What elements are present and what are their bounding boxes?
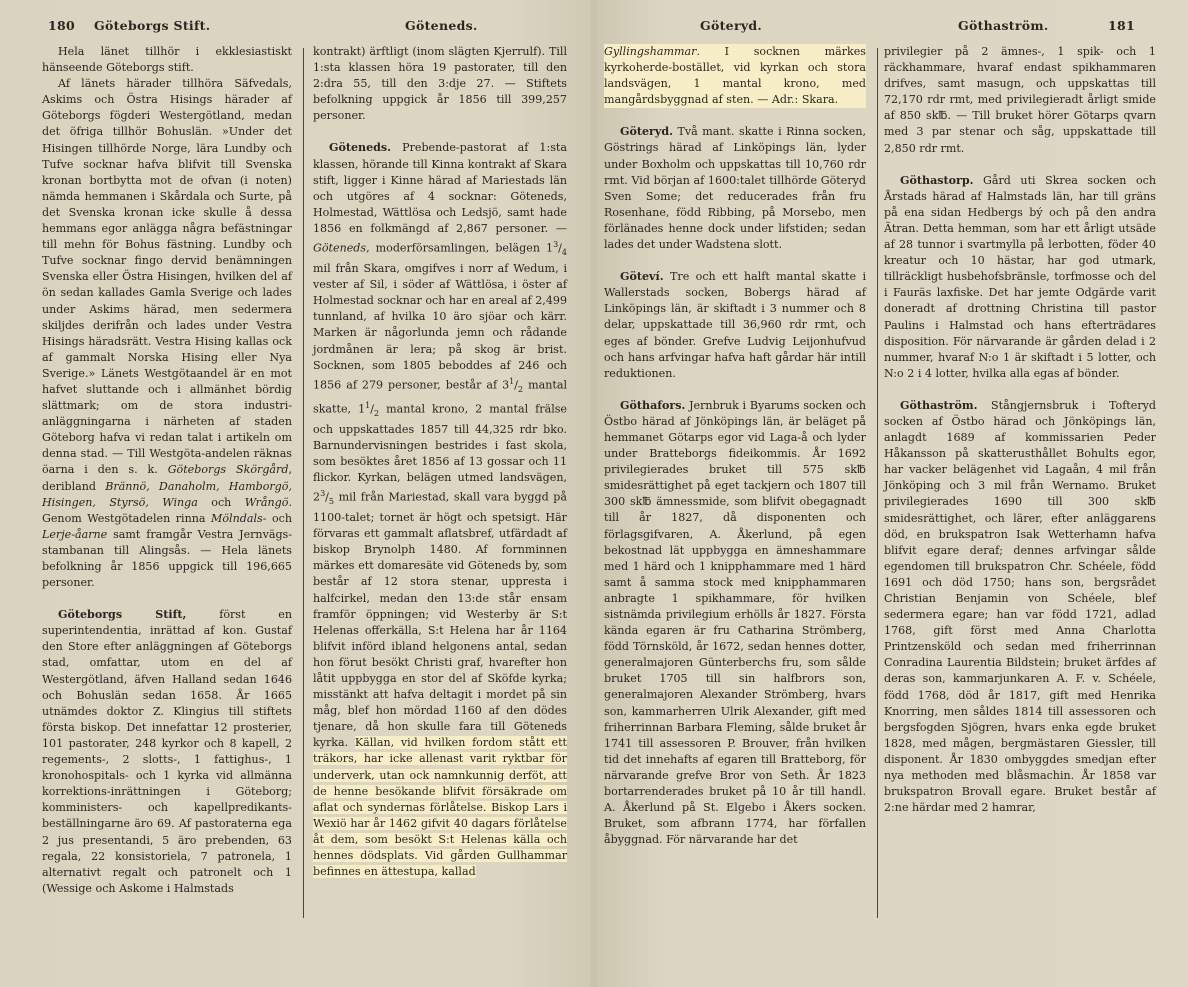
right-page-column-1	[604, 44, 866, 848]
column-rule-right-page	[877, 48, 878, 918]
entry-gothafors: Göthafors. Jernbruk i Byarums socken och Östbo härad af Jönköpings län, är beläget på hemmanet Götarps egor vid Laga-å och lyder under Bratteborgs fideikommis. År 1692 privilegierades bruket till 575 sk℔ smidesrättighet på eget tackjern och 1807 till 300 sk℔ ämnessmide, som blifvit obegagnadt till år 1827, då disponenten och förlagsgifvaren, A. Åkerlund, på egen bekostnad lät uppbygga en ämneshammare med 1 härd och 1 knipphammare med 1 härd samt å samma stock med knipphammaren anbragte 1 spikhammare, för hvilken sistnämda privilegium erhölls år 1827. Första kända egaren är fru Catharina Strömberg, född Törnsköld, år 1672, sedan hennes dotter, generalmajoren Günterberchs fru, som sålde bruket 1705 till sin halfbrors son, generalmajoren Alexander Strömberg, hvars son, kammarherren Ulrik Alexander, gift med friherrinnan Barbara Fleming, sålde bruket år 1741 till assessoren P. Brouver, från hvilken tid det innehafts af egaren till Bratteborg, för närvarande grefve Bror von Seth. År 1823 bortarrenderades bruket på 10 år till handl. A. Åkerlund på St. Elgebo i Åkers socken. Bruket, som afbrann 1774, har förfallen åbyggnad. För närvarande har det	[604, 398, 866, 847]
page-number-right: 181	[1108, 18, 1135, 33]
entry-goteneds: Göteneds. Prebende-pastorat af 1:sta klassen, hörande till Kinna kontrakt af Skara stift, ligger i Kinne härad af Mariestads län och utgöres af 4 socknar: Göteneds, Holmestad, Wättlösa och Ledsjö, samt hade 1856 en folkmängd af 2,867 personer. — Göteneds, moderförsamlingen, belägen $1^3/_4$ mil från Skara, omgifves i norr af Wedum, i vester af Sil, i söder af Wättlösa, i öster af Holmestad socknar och har en areal af 2,499 tunnland, af hvilka 10 äro sjöar och kärr. Marken är någorlunda jemn och rådande jordmånen är lera; på skog är brist. Socknen, som 1805 beboddes af 246 och 1856 af 279 personer, består af $3^1/_2$ mantal skatte, $1^1/_2$ mantal krono, 2 mantal frälse och uppskattades 1857 till 44,325 rdr bko. Barnundervisningen bestrides i fast skola, som besöktes året 1856 af 13 gossar och 11 flickor. Kyrkan, belägen utmed landsvägen, $2^3/_5$ mil från Mariestad, skall vara byggd på 1100-talet; tornet är högt och spetsigt. Här förvaras ett gammalt aflatsbref, utfärdadt af biskop Brynolph 1480. Af fornminnen märkes ett domaresäte vid Göteneds by, som består af 12 stora stenar, uppresta i halfcirkel, medan den 13:de står ensam framför öppningen; vid Westerby är S:t Helenas offerkälla, S:t Helena har år 1164 blifvit införd ibland helgonens antal, sedan hon förut besökt Christi graf, hvarefter hon låtit uppbygga en stor del af Sköfde kyrka; misstänkt att hafva deltagit i mordet på sin måg, blef hon mördad 1160 af den dödes tjenare, då hon skulle fara till Göteneds kyrka. Källan, vid hvilken fordom stått ett träkors, har icke allenast varit ryktbar för underverk, utan ock namnkunnig derföt, att de henne besökande blifvit försäkrade om aflat och syndernas förlåtelse. Biskop Lars i Wexiö har år 1462 gifvit 40 dagars förlåtelse åt dem, som besökt S:t Helenas källa och hennes dödsplats. Vid gården Gullhammar befinnes en ättestupa, kallad	[313, 141, 568, 879]
paragraph: Hela länet tillhör i ekklesiastiskt hänseende Göteborgs stift.	[42, 45, 292, 75]
paragraph: privilegier på 2 ämnes-, 1 spik- och 1 räckhammare, hvaraf endast spikhammaren drifves, samt masugn, och uppskattas till 72,170 rdr rmt, med privilegieradt årligt smide af 850 sk℔. — Till bruket hörer Götarps qvarn med 3 par stenar och såg, uppskattade till 2,850 rdr rmt.	[884, 45, 1156, 155]
entry-goteborgs-stift: Göteborgs Stift, först en superintendentia, inrättad af kon. Gustaf den Store efter anläggningen af Göteborgs stad, omfattar, utom en del af Westergötland, äfven Halland sedan 1646 och Bohuslän sedan 1658. År 1665 utnämdes doktor Z. Klingius till stiftets första biskop. Det innefattar 12 prosterier, 101 pastorater, 248 kyrkor och 8 kapell, 2 regements-, 2 slotts-, 1 fattighus-, 1 kronohospitals- och 1 kyrka vid allmänna korrektions-inrättningen i Göteborg; komministers- och kapellpredikants-beställningarne äro 69. Af pastoraterna ega 2 jus presentandi, 5 äro prebenden, 63 regala, 22 konsistoriela, 7 patronela, 1 alternativt regalt och patronelt och 1 (Wessige och Askome i Halmstads	[42, 608, 293, 895]
running-head-left-page-right: Göteneds.	[405, 18, 478, 33]
entry-gothastorp: Göthastorp. Gård uti Skrea socken och Årstads härad af Halmstads län, har till gräns på ena sidan Hedbergs bý och på den andra Ätran. Detta hemman, som har ett årligt utsäde af 28 tunnor i svartmylla på lerbotten, föder 40 kreatur och 10 hästar, har god utmark, tillräckligt husbehofsbränsle, torfmosse och del i Fauräs laxfiske. Det har jemte Odgärde varit doneradt af drottning Christina till pastor Paulins i Halmstad och hans efterträdares disposition. För närvarande är gården delad i 2 nummer, hvaraf N:o 1 är skiftadt i 5 lotter, och N:o 2 i 4 lotter, hvilka alla egas af bönder.	[884, 173, 1157, 380]
entry-heading: Göthastorp.	[900, 173, 974, 187]
book-gutter	[590, 0, 598, 987]
entry-gotevi: Göteví. Tre och ett halft mantal skatte i Wallerstads socken, Bobergs härad af Linköpings län, är skiftadt i 3 nummer och 8 delar, uppskattade till 36,960 rdr rmt, och eges af bönder. Grefve Ludvig Leijonhufvud och hans arfvingar hafva haft gårdar här intill reduktionen.	[604, 270, 866, 380]
left-page-column-2	[313, 44, 567, 880]
left-page-column-1	[42, 44, 292, 897]
entry-heading: Göthafors.	[620, 398, 686, 412]
entry-heading: Göteryd.	[620, 125, 673, 139]
running-head-left-page: Göteborgs Stift.	[94, 18, 211, 33]
right-page-column-2	[884, 44, 1156, 816]
paragraph: Af länets härader tillhöra Säfvedals, Askims och Östra Hisings härader af Göteborgs fögderi Westergötland, medan det öfriga tillhör Bohuslän. »Under det Hisingen tillhörde Norge, lära Lundby och Tufve socknar hafva blifvit till Svenska kronan bortbytta mot de ofvan (i noten) nämda hemmanen i Skårdala och Surte, på det Svenska kronan icke skulle å dessa hemmans egor anlägga några befästningar till mehn för Bohus fästning. Lundby och Tufve socknar fingo dervid benämningen Svenska eller Östra Hisingen, hvilken del af ön sedan kallades Gamla Sverige och lades under Askims härad, men sedermera skiljdes derifrån och lades under Vestra Hisings häradsrätt. Vestra Hising kallas ock af gammalt Norska Hising eller Nya Sverige.» Länets Westgötaandel är en mot hafvet sluttande och i allmänhet bördig slättmark; om de stora industri-anläggningarna i närheten af staden Göteborg hafva vi redan talat i artikeln om denna stad. — Till Westgöta-andelen räknas öarna i den s. k. Göteborgs Skörgård, deribland Brännö, Danaholm, Hamborgö, Hisingen, Styrsö, Winga och Wrångö. Genom Westgötadelen rinna Mölndals- och Lerje-åarne samt framgår Vestra Jernvägs-stambanan till Alingsås. — Hela länets befolkning år 1856 uppgick till 196,665 personer.	[42, 77, 293, 590]
entry-heading: Göteví.	[620, 270, 664, 284]
entry-heading: Göteneds.	[329, 141, 392, 155]
running-head-right-page-left: Göteryd.	[700, 18, 763, 33]
entry-heading: Göteborgs Stift,	[58, 608, 187, 622]
highlighted-passage: Källan, vid hvilken fordom stått ett träkors, har icke allenast varit ryktbar för underverk, utan ock namnkunnig derföt, att de henne besökande blifvit försäkrade om aflat och syndernas förlåtelse. Biskop Lars i Wexiö har år 1462 gifvit 40 dagars förlåtelse åt dem, som besökt S:t Helenas källa och hennes dödsplats. Vid gården Gullhammar befinnes en ättestupa, kallad	[313, 736, 568, 879]
page-number-left: 180	[48, 18, 75, 33]
paragraph: kontrakt) ärftligt (inom slägten Kjerrulf). Till 1:sta klassen höra 19 pastorater, till den 2:dra 55, till den 3:dje 27. — Stiftets befolkning uppgick år 1856 till 399,257 personer.	[313, 45, 567, 123]
running-head-right-page: Göthaström.	[958, 18, 1049, 33]
entry-heading: Göthaström.	[900, 398, 978, 412]
highlighted-passage: Gyllingshammar. I socknen märkes kyrkoherde-bostället, vid kyrkan och stora landsvägen, 1 mantal krono, med mangårdsbyggnad af sten. — Adr.: Skara.	[604, 44, 866, 108]
entry-gothastrom: Göthaström. Stångjernsbruk i Tofteryd socken af Östbo härad och Jönköpings län, anlagdt 1689 af kommissarien Peder Håkansson på skatterusthållet Bohults egor, har vacker belägenhet vid Lagaån, 4 mil från Jönköping och 3 mil från Wernamo. Bruket privilegierades 1690 till 300 sk℔ smidesrättighet, och lärer, efter anläggarens död, en brukspatron Isak Wetterhamn hafva blifvit egare deraf; dennes arfvingar sålde egendomen till brukspatron Chr. Schéele, född 1691 och död 1750; hans son, bergsrådet Christian Benjamin von Schéele, blef sedermera egare; han var född 1721, adlad 1768, gift först med Anna Charlotta Printzensköld och sedan med friherrinnan Conradina Laurentia Bildstein; bruket ärfdes af deras son, kammarjunkaren A. F. v. Schéele, född 1768, död år 1817, gift med Henrika Knorring, men såldes 1814 till assessoren och bergsfogden Sjögren, hvars enka egde bruket 1828, med mågen, bergmästaren Giessler, till disponent. År 1830 ombyggdes smedjan efter nya methoden med blåsmachin. År 1858 var brukspatron Brovall egare. Bruket består af 2:ne härdar med 2 hamrar,	[884, 398, 1156, 815]
column-rule-left-page	[303, 48, 304, 918]
entry-goteryd: Göteryd. Två mant. skatte i Rinna socken, Göstrings härad af Linköpings län, lyder under Boxholm och uppskattas till 10,760 rdr rmt. Vid början af 1600:talet tillhörde Göteryd Sven Some; det reducerades från fru Rosenhane, född Ribbing, på Morsebo, men förlänades henne dock under lifstiden; sedan lades det under Wadstena slott.	[604, 125, 866, 252]
